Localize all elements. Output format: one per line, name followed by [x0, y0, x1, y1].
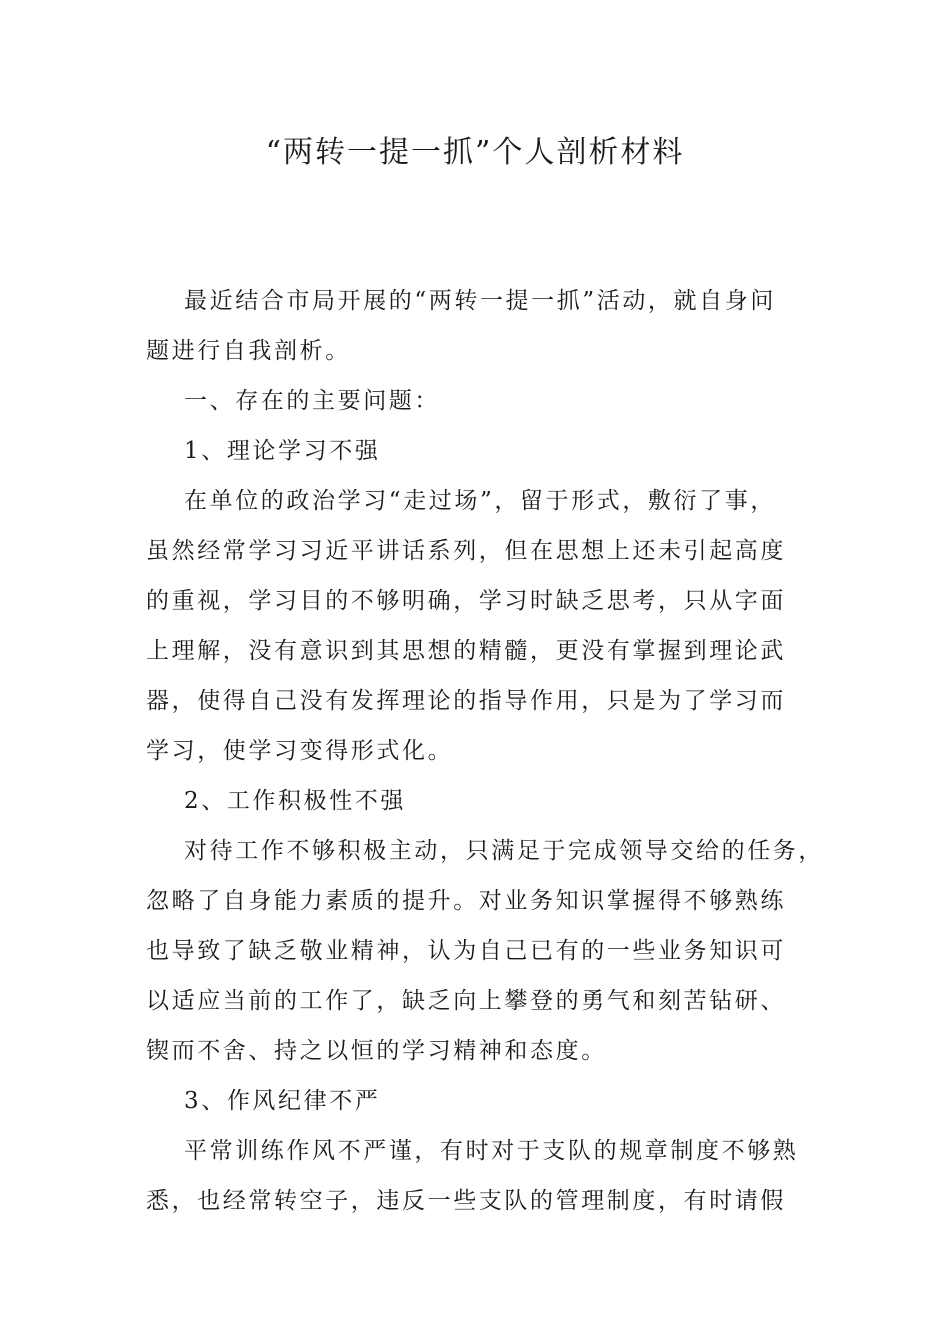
text-line: 上理解，没有意识到其思想的精髓，更没有掌握到理论武: [146, 638, 786, 664]
text-line: 锲而不舍、持之以恒的学习精神和态度。: [146, 1038, 607, 1064]
text-line: 悉，也经常转空子，违反一些支队的管理制度，有时请假: [146, 1188, 786, 1214]
text-line: 最近结合市局开展的“两转一提一抓”活动，就自身问: [184, 288, 776, 314]
text-line: 器，使得自己没有发挥理论的指导作用，只是为了学习而: [146, 688, 786, 714]
text-line: 在单位的政治学习“走过场”，留于形式，敷衍了事，: [184, 488, 776, 514]
text-line: 学习，使学习变得形式化。: [146, 738, 454, 764]
text-line: 3、作风纪律不严: [184, 1088, 381, 1114]
text-line: 忽略了自身能力素质的提升。对业务知识掌握得不够熟练: [146, 888, 786, 914]
text-line: 的重视，学习目的不够明确，学习时缺乏思考，只从字面: [146, 588, 786, 614]
text-line: 一、存在的主要问题：: [184, 388, 440, 414]
text-line: 2、工作积极性不强: [184, 788, 407, 814]
text-line: 以适应当前的工作了，缺乏向上攀登的勇气和刻苦钻研、: [146, 988, 786, 1014]
text-line: 也导致了缺乏敬业精神，认为自己已有的一些业务知识可: [146, 938, 786, 964]
document-title: “两转一提一抓”个人剖析材料: [265, 135, 685, 170]
text-line: 1、理论学习不强: [184, 438, 381, 464]
text-line: 对待工作不够积极主动，只满足于完成领导交给的任务，: [184, 838, 824, 864]
text-line: 平常训练作风不严谨，有时对于支队的规章制度不够熟: [184, 1138, 799, 1164]
text-line: 题进行自我剖析。: [146, 338, 351, 364]
text-line: 虽然经常学习习近平讲话系列，但在思想上还未引起高度: [146, 538, 786, 564]
document-body: [146, 276, 824, 1226]
